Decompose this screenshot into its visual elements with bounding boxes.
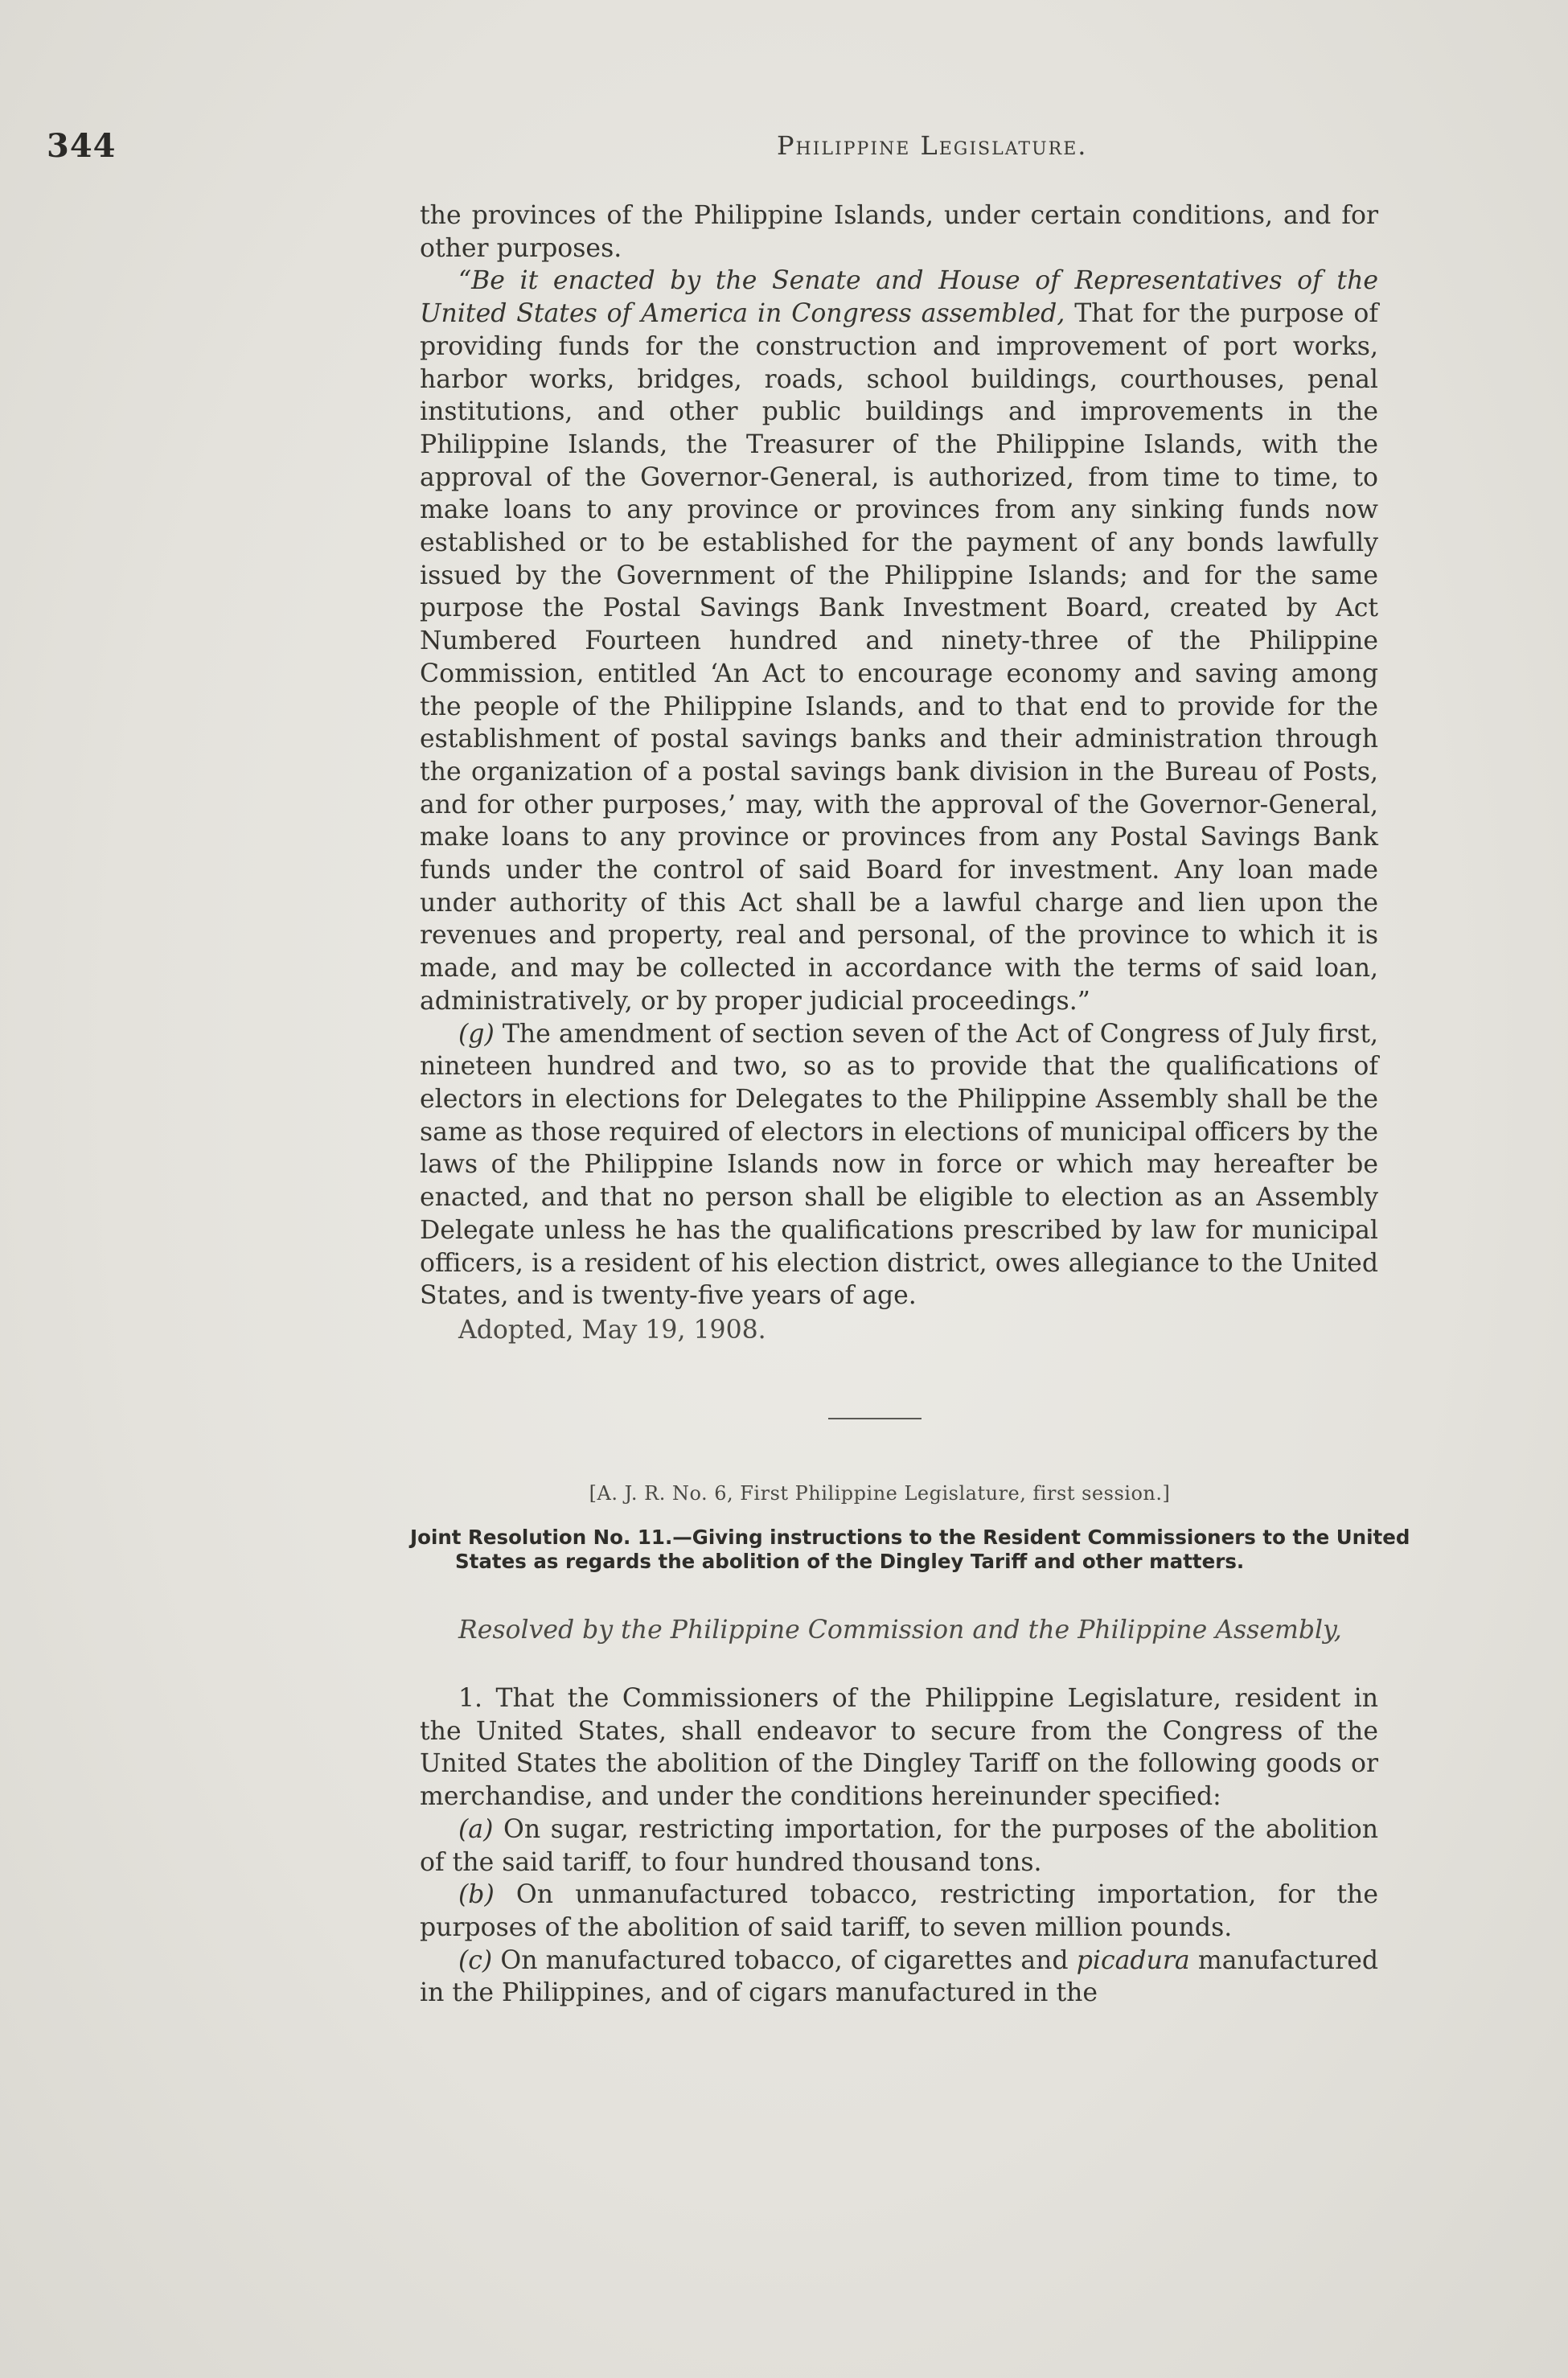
resolution-item-c: [420, 1945, 1378, 2010]
item-b-label: (b): [458, 1880, 495, 1910]
page-header: [47, 127, 1172, 175]
paragraph-g-label: (g): [458, 1019, 495, 1049]
enacting-paragraph: [420, 265, 1378, 1017]
section-divider: [828, 1418, 922, 1419]
enacting-text: That for the purpose of providing funds for the construction and improvement of port works, harbor works, bridges, roads, school buildings, courthouses, penal institutions, and other public buildings and improvements in the Philippine Islands, the Treasurer of the Philippine Islands, with the approval of the Governor-General, is authorized, from time to time, to make loans to any province or provinces from any sinking funds now established or to be established for the payment of any bonds lawfully issued by the Government of the Philippine Islands; and for the same purpose the Postal Savings Bank Investment Board, created by Act Numbered Fourteen hundred and ninety-three of the Philippine Commission, entitled ‘An Act to encourage economy and saving among the people of the Philippine Islands, and to that end to provide for the establishment of postal savings banks and their administration through the organization of a postal savings bank division in the Bureau of Posts, and for other purposes,’ may, with the approval of the Governor-General, make loans to any province or provinces from any Postal Savings Bank funds under the control of said Board for investment. Any loan made under authority of this Act shall be a lawful charge and lien upon the revenues and property, real and personal, of the province to which it is made, and may be collected in accordance with the terms of said loan, administratively, or by proper judicial proceedings.”: [420, 299, 1378, 1016]
resolution-bracket-note: [A. J. R. No. 6, First Philippine Legislature, first session.]: [589, 1481, 1171, 1505]
paragraph-g-text: The amendment of section seven of the Act of Congress of July first, nineteen hundred and two, so as to provide that the qualifications of electors in elections for Delegates to the Philippine Assembly shall be the same as those required of electors in elections of municipal officers by the laws of the Philippine Islands now in force or which may hereafter be enacted, and that no person shall be eligible to election as an Assembly Delegate unless he has the qualifications prescribed by law for municipal officers, is a resident of his election district, owes allegiance to the United States, and is twenty-five years of age.: [420, 1019, 1378, 1311]
resolution-item-b: [420, 1879, 1378, 1944]
item-a-label: (a): [458, 1814, 494, 1844]
item-c-label: (c): [458, 1945, 493, 1975]
page-content: [410, 199, 1410, 2010]
intro-paragraph: the provinces of the Philippine Islands, under certain conditions, and for other purposes.: [420, 201, 1378, 263]
joint-resolution-title: Joint Resolution No. 11.—Giving instructions to the Resident Commissioners to the United States as regards the abolition of the Dingley Tariff and other matters.: [410, 1526, 1410, 1574]
paragraph-g: [420, 1018, 1378, 1312]
enacting-clause: “Be it enacted by the Senate and House of Representatives of the United States of America in Congress assembled,: [420, 266, 1378, 329]
resolution-item-1: 1. That the Commissioners of the Philippine Legislature, resident in the United States, shall endeavor to secure from the Congress of the United States the abolition of the Dingley Tariff on the following goods or merchandise, and under the conditions hereinunder specified:: [420, 1684, 1378, 1812]
page-number: 344: [47, 127, 117, 165]
item-b-text: On unmanufactured tobacco, restricting importation, for the purposes of the abolition of said tariff, to seven million pounds.: [420, 1880, 1378, 1942]
item-a-text: On sugar, restricting importation, for the purposes of the abolition of the said tariff, to four hundred thousand tons.: [420, 1814, 1378, 1877]
item-c-italic-term: picadura: [1076, 1945, 1190, 1975]
resolved-clause: Resolved by the Philippine Commission and the Philippine Assembly,: [458, 1616, 1342, 1645]
item-c-text-end: manufactured in the Philippines, and of cigars manufactured in the: [420, 1945, 1378, 2008]
adopted-date: Adopted, May 19, 1908.: [458, 1315, 766, 1345]
item-c-text-start: On manufactured tobacco, of cigarettes and: [492, 1945, 1077, 1975]
resolution-item-a: [420, 1813, 1378, 1879]
running-title: Philippine Legislature.: [777, 130, 1088, 161]
